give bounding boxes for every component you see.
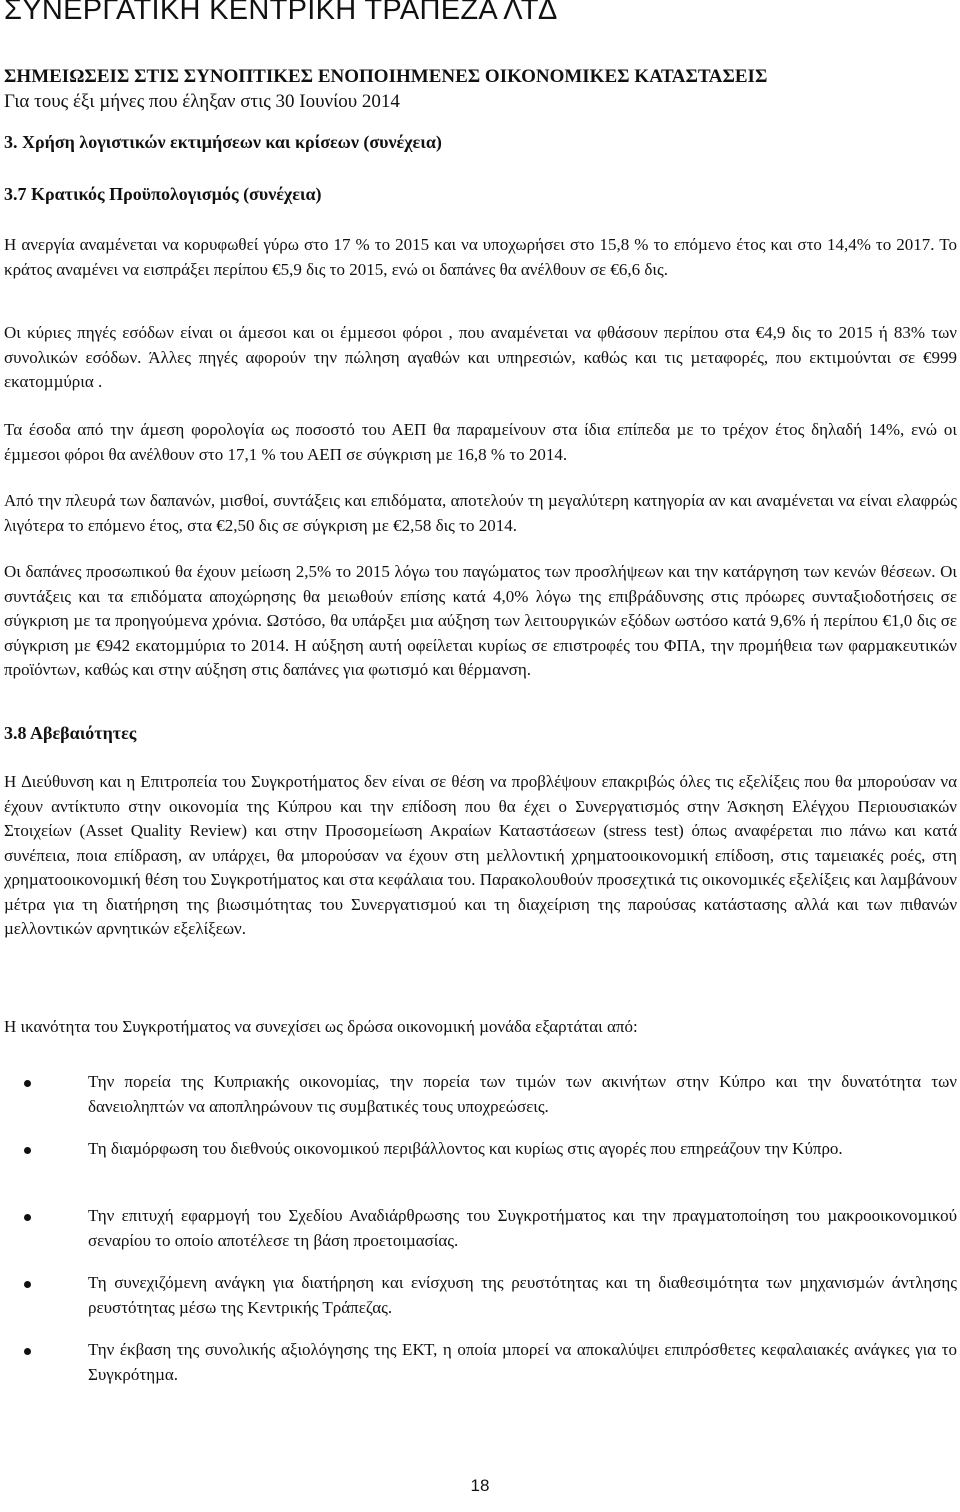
paragraph-expenses: Από την πλευρά των δαπανών, µισθοί, συντάξεις και επιδόµατα, αποτελούν τη µεγαλύτερη κατηγορία αν και αναµένεται να είναι ελαφρώς λιγότερα το επόµενο έτος, στα €2,50 δις σε σύγκριση µε €2,58 δις το 2014. — [4, 491, 957, 535]
paragraph-revenue-sources: Οι κύριες πηγές εσόδων είναι οι άµεσοι και οι έµµεσοι φόροι , που αναµένεται να φθάσουν περίπου στα €4,9 δις το 2015 ή 83% των συνολικών εσόδων. Άλλες πηγές αφορούν την πώληση αγαθών και υπηρεσιών, καθώς και τις µεταφορές, που εκτιµούνται σε €999 εκατοµµύρια . — [4, 323, 957, 391]
paragraph-personnel-costs: Οι δαπάνες προσωπικού θα έχουν µείωση 2,5% το 2015 λόγω του παγώµατος των προσλήψεων και την κατάργηση των κενών θέσεων. Οι συντάξεις και τα επιδόµατα αποχώρησης θα µειωθούν επίσης κατά 4,0% λόγω της επιβράδυνσης στις πρόωρες συνταξιοδοτήσεις σε σύγκριση µε τα προηγούµενα χρόνια. Ωστόσο, θα υπάρξει µια αύξηση των λειτουργικών εξόδων ωστόσο κατά 9,6% ή περίπου €1,0 δις σε σύγκριση µε €942 εκατοµµύρια το 2014. Η αύξηση αυτή οφείλεται κυρίως σε επιστροφές του ΦΠΑ, την προµήθεια των φαρµακευτικών προϊόντων, καθώς και στην αύξηση στις δαπάνες για φωτισµό και θέρµανση. — [4, 562, 957, 679]
bullet-icon — [24, 1348, 31, 1355]
list-item-text: Την έκβαση της συνολικής αξιολόγησης της ΕΚΤ, η οποία µπορεί να αποκαλύψει επιπρόσθετες κεφαλαιακές ανάγκες για το Συγκρότηµα. — [88, 1340, 957, 1384]
report-title: ΣΗΜΕΙΩΣΕΙΣ ΣΤΙΣ ΣΥΝΟΠΤΙΚΕΣ ΕΝΟΠΟΙΗΜΕΝΕΣ ΟΙΚΟΝΟΜΙΚΕΣ ΚΑΤΑΣΤΑΣΕΙΣ — [4, 66, 768, 87]
section-3-7-heading: 3.7 Κρατικός Προϋπολογισµός (συνέχεια) — [4, 184, 322, 204]
list-item-text: Την πορεία της Κυπριακής οικονοµίας, την πορεία των τιµών των ακινήτων στην Κύπρο και την δυνατότητα των δανειοληπτών να αποπληρώνουν τις συµβατικές τους υποχρεώσεις. — [88, 1072, 957, 1116]
paragraph-uncertainties: Η ∆ιεύθυνση και η Επιτροπεία του Συγκροτήµατος δεν είναι σε θέση να προβλέψουν επακριβώς όλες τις εξελίξεις που θα µπορούσαν να έχουν αντίκτυπο στην οικονοµία της Κύπρου και την επίδοση που θα έχει ο Συνεργατισµός στην Άσκηση Ελέγχου Περιουσιακών Στοιχείων (Asset Quality Review) και στην Προσοµείωση Ακραίων Καταστάσεων (stress test) όπως αναφέρεται πιο πάνω και κατά συνέπεια, ποια επίδραση, αν υπάρχει, θα µπορούσαν να έχουν στη µελλοντική χρηµατοοικονοµική επίδοση, στις ταµειακές ροές, στη χρηµατοοικονοµική θέση του Συγκροτήµατος και στα κεφάλαια του. Παρακολουθούν προσεχτικά τις οικονοµικές εξελίξεις και λαµβάνουν µέτρα για τη διατήρηση της βιωσιµότητας του Συνεργατισµού και τη διαχείριση της παρούσας κατάστασης αλλά και των πιθανών µελλοντικών αρνητικών εξελίξεων. — [4, 772, 957, 938]
bullet-icon — [24, 1147, 31, 1154]
bullet-icon — [24, 1214, 31, 1221]
bullet-icon — [24, 1281, 31, 1288]
paragraph-going-concern: Η ικανότητα του Συγκροτήµατος να συνεχίσει ως δρώσα οικονοµική µονάδα εξαρτάται από: — [4, 1017, 638, 1036]
list-item-text: Την επιτυχή εφαρµογή του Σχεδίου Αναδιάρθρωσης του Συγκροτήµατος και την πραγµατοποίηση του µακροοικονοµικού σεναρίου το οποίο αποτέλεσε τη βάση προετοιµασίας. — [88, 1206, 957, 1250]
report-period: Για τους έξι µήνες που έληξαν στις 30 Ιουνίου 2014 — [4, 91, 400, 112]
paragraph-taxation: Τα έσοδα από την άµεση φορολογία ως ποσοστό του ΑΕΠ θα παραµείνουν στα ίδια επίπεδα µε το τρέχον έτος δηλαδή 14%, ενώ οι έµµεσοι φόροι θα ανέλθουν στο 17,1 % του ΑΕΠ σε σύγκριση µε 16,8 % το 2014. — [4, 420, 957, 464]
paragraph-unemployment: Η ανεργία αναµένεται να κορυφωθεί γύρω στο 17 % το 2015 και να υποχωρήσει στο 15,8 % το επόµενο έτος και στο 14,4% το 2017. Το κράτος αναµένει να εισπράξει περίπου €5,9 δις το 2015, ενώ οι δαπάνες θα ανέλθουν σε €6,6 δις. — [4, 235, 957, 279]
section-3-8-heading: 3.8 Αβεβαιότητες — [4, 723, 137, 743]
company-name: ΣΥΝΕΡΓΑΤΙΚΗ ΚΕΝΤΡΙΚΗ ΤΡΑΠΕΖΑ ΛΤ∆ — [4, 0, 557, 26]
bullet-icon — [24, 1080, 31, 1087]
list-item-text: Τη συνεχιζόµενη ανάγκη για διατήρηση και ενίσχυση της ρευστότητας και τη διαθεσιµότητα των µηχανισµών άντλησης ρευστότητας µέσω της Κεντρικής Τράπεζας. — [88, 1273, 957, 1317]
list-item-text: Τη διαµόρφωση του διεθνούς οικονοµικού περιβάλλοντος και κυρίως στις αγορές που επηρεάζουν την Κύπρο. — [88, 1139, 843, 1158]
section-3-heading: 3. Χρήση λογιστικών εκτιµήσεων και κρίσεων (συνέχεια) — [4, 132, 442, 152]
page-number: 18 — [470, 1476, 490, 1495]
